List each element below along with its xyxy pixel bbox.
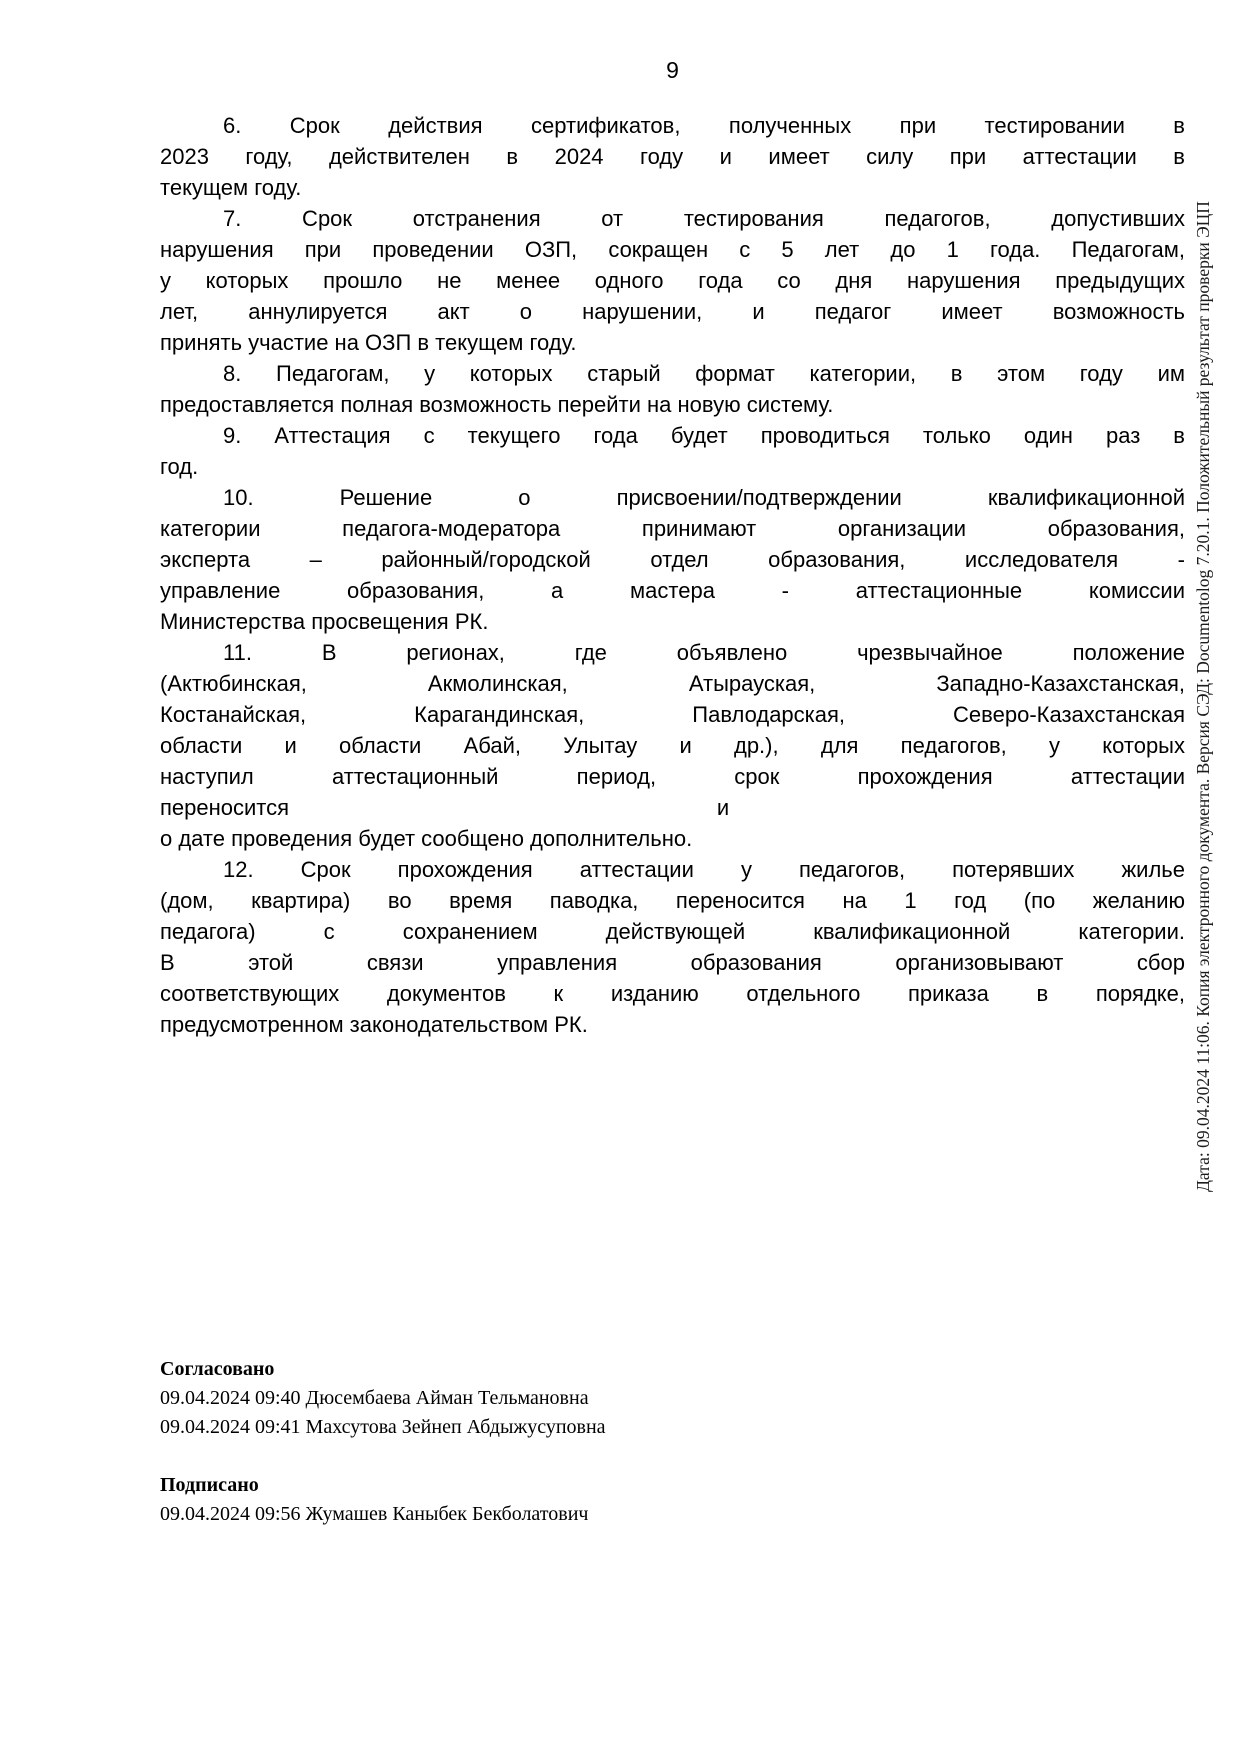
text-line: о дате проведения будет сообщено дополнительно. (160, 826, 693, 851)
text-line: Министерства просвещения РК. (160, 609, 489, 634)
text-line: 11. В регионах, где объявлено чрезвычайное положение (223, 640, 1185, 665)
signature-spacer (160, 1442, 606, 1471)
signature-entry: 09.04.2024 09:40 Дюсембаева Айман Тельмановна (160, 1387, 589, 1409)
text-line: педагога) с сохранением действующей квалификационной категории. (160, 919, 1185, 944)
text-line: (Актюбинская, Акмолинская, Атырауская, Западно-Казахстанская, (160, 671, 1185, 696)
text-line: 12. Срок прохождения аттестации у педагогов, потерявших жилье (223, 857, 1185, 882)
text-line: 6. Срок действия сертификатов, полученных при тестировании в (223, 113, 1185, 138)
signed-heading: Подписано (160, 1474, 259, 1496)
signature-block (160, 1355, 606, 1529)
agreed-entries (160, 1384, 606, 1442)
text-line: наступил аттестационный период, срок прохождения аттестации (160, 764, 1185, 789)
text-line: предоставляется полная возможность перейти на новую систему. (160, 392, 834, 417)
text-line: текущем году. (160, 175, 302, 200)
text-line: лет, аннулируется акт о нарушении, и педагог имеет возможность (160, 299, 1185, 324)
text-line: 10. Решение о присвоении/подтверждении квалификационной (223, 485, 1185, 510)
text-line: эксперта – районный/городской отдел образования, исследователя - (160, 547, 1185, 572)
text-line: 8. Педагогам, у которых старый формат категории, в этом году им (223, 361, 1185, 386)
text-line: категории педагога-модератора принимают организации образования, (160, 516, 1185, 541)
text-line: у которых прошло не менее одного года со дня нарушения предыдущих (160, 268, 1185, 293)
signature-entry: 09.04.2024 09:56 Жумашев Каныбек Бекболатович (160, 1503, 589, 1525)
text-line: Костанайская, Карагандинская, Павлодарская, Северо-Казахстанская (160, 702, 1185, 727)
text-line: 7. Срок отстранения от тестирования педагогов, допустивших (223, 206, 1185, 231)
signed-entries (160, 1500, 606, 1529)
text-line: 2023 году, действителен в 2024 году и имеет силу при аттестации в (160, 144, 1185, 169)
text-line: предусмотренном законодательством РК. (160, 1012, 588, 1037)
text-line: (дом, квартира) во время паводка, переносится на 1 год (по желанию (160, 888, 1185, 913)
text-line: В этой связи управления образования организовывают сбор (160, 950, 1185, 975)
text-line: соответствующих документов к изданию отдельного приказа в порядке, (160, 981, 1185, 1006)
text-line: 9. Аттестация с текущего года будет проводиться только один раз в (223, 423, 1185, 448)
signature-entry: 09.04.2024 09:41 Махсутова Зейнеп Абдыжусуповна (160, 1416, 606, 1438)
document-body (160, 110, 1185, 1040)
electronic-signature-stamp: Дата: 09.04.2024 11:06. Копия электронного документа. Версия СЭД: Documentolog 7.20.1. Положительный результат проверки ЭЦП (1193, 201, 1213, 1192)
text-line: переносится и (160, 795, 730, 820)
agreed-heading: Согласовано (160, 1358, 275, 1380)
text-line: год. (160, 454, 199, 479)
text-line: управление образования, а мастера - аттестационные комиссии (160, 578, 1185, 603)
page-number: 9 (666, 57, 679, 83)
text-line: принять участие на ОЗП в текущем году. (160, 330, 577, 355)
text-line: области и области Абай, Улытау и др.), для педагогов, у которых (160, 733, 1185, 758)
text-line: нарушения при проведении ОЗП, сокращен с 5 лет до 1 года. Педагогам, (160, 237, 1185, 262)
